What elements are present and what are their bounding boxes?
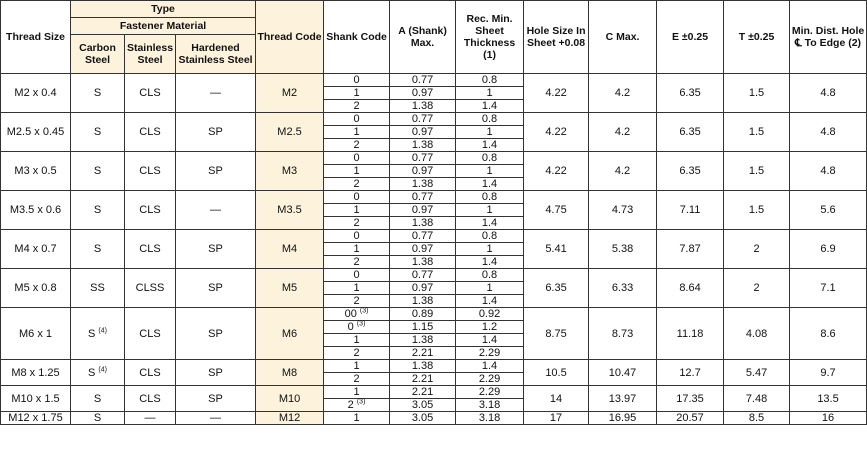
cell-min-dist: 16 [790,412,867,425]
cell-a-shank: 1.38 [390,100,456,113]
cell-shank-code [324,321,390,334]
shank-code-value: 0 [353,191,360,203]
cell-hardened-ss: SP [176,269,256,308]
cell-c-max: 16.95 [589,412,657,425]
cell-e: 20.57 [657,412,724,425]
cell-a-shank: 0.97 [390,243,456,256]
cell-e: 8.64 [657,269,724,308]
cell-thread-size: M3 x 0.5 [1,152,71,191]
cell-a-shank: 1.38 [390,139,456,152]
cell-a-shank: 0.77 [390,152,456,165]
cell-min-sheet: 1.4 [456,295,524,308]
cell-a-shank: 1.38 [390,360,456,373]
cell-hole-size: 5.41 [524,230,589,269]
carbon-steel-code: S [88,327,96,340]
cell-a-shank: 1.38 [390,217,456,230]
cell-t: 5.47 [724,360,790,386]
cell-shank-code [324,152,390,165]
cell-min-sheet: 1 [456,282,524,295]
cell-t: 4.08 [724,308,790,360]
cell-hardened-ss: — [176,412,256,425]
cell-min-sheet: 0.8 [456,152,524,165]
header-c-max: C Max. [589,1,657,74]
cell-shank-code [324,360,390,373]
cell-c-max: 4.2 [589,152,657,191]
cell-a-shank: 3.05 [390,412,456,425]
cell-e: 6.35 [657,113,724,152]
min-dist-label: Min. Dist. Hole [791,25,865,37]
cell-hole-size: 10.5 [524,360,589,386]
cell-thread-code: M12 [256,412,324,425]
cell-t: 2 [724,269,790,308]
cell-min-dist: 6.9 [790,230,867,269]
table-header [1,1,867,74]
cell-min-sheet: 1.2 [456,321,524,334]
cell-shank-code [324,334,390,347]
cell-a-shank: 0.97 [390,282,456,295]
cell-stainless-steel: CLS [125,74,176,113]
cell-min-sheet: 0.8 [456,230,524,243]
cell-hardened-ss: SP [176,308,256,360]
table-row [1,412,867,425]
cell-a-shank: 0.97 [390,165,456,178]
cell-hardened-ss: SP [176,230,256,269]
carbon-steel-code: S [93,204,102,216]
table-row [1,386,867,399]
cell-hole-size: 4.22 [524,113,589,152]
footnote-marker: (4) [98,365,107,373]
table-body [1,74,867,425]
cell-shank-code [324,100,390,113]
cell-t: 1.5 [724,74,790,113]
cell-shank-code [324,282,390,295]
cell-min-dist: 4.8 [790,113,867,152]
cell-stainless-steel: CLSS [125,269,176,308]
shank-code-value: 2 [353,347,360,359]
footnote-marker: (3) [359,307,369,315]
cell-a-shank: 0.77 [390,113,456,126]
cell-stainless-steel: CLS [125,152,176,191]
header-thread-size: Thread Size [1,1,71,74]
cell-t: 7.48 [724,386,790,412]
cell-hole-size: 6.35 [524,269,589,308]
cell-hole-size: 4.22 [524,152,589,191]
cell-min-sheet: 1 [456,126,524,139]
cell-e: 6.35 [657,74,724,113]
cell-e: 12.7 [657,360,724,386]
cell-shank-code [324,269,390,282]
cell-min-sheet: 0.8 [456,191,524,204]
cell-min-sheet: 3.18 [456,399,524,412]
shank-code-value: 1 [353,412,360,424]
header-hole-size: Hole Size In Sheet +0.08 [524,1,589,74]
cell-shank-code [324,256,390,269]
cell-a-shank: 0.77 [390,191,456,204]
table-row [1,74,867,87]
cell-a-shank: 0.77 [390,230,456,243]
cell-hole-size: 8.75 [524,308,589,360]
carbon-steel-code: S [93,412,102,424]
shank-code-value: 1 [353,360,360,372]
cell-a-shank: 1.38 [390,334,456,347]
cell-shank-code [324,217,390,230]
cell-e: 7.11 [657,191,724,230]
cell-shank-code [324,204,390,217]
table-row [1,269,867,282]
cell-a-shank: 1.38 [390,295,456,308]
cell-min-sheet: 1 [456,243,524,256]
shank-code-value: 1 [353,126,360,138]
cell-hardened-ss: SP [176,360,256,386]
cell-min-dist: 8.6 [790,308,867,360]
cell-min-sheet: 0.8 [456,113,524,126]
cell-thread-size: M4 x 0.7 [1,230,71,269]
cell-a-shank: 2.21 [390,347,456,360]
cell-e: 7.87 [657,230,724,269]
shank-code-value: 1 [353,243,360,255]
cell-shank-code [324,113,390,126]
header-min-dist [790,1,867,74]
cell-min-dist: 13.5 [790,386,867,412]
cell-thread-code: M3.5 [256,191,324,230]
cell-shank-code [324,87,390,100]
shank-code-value: 1 [353,386,360,398]
shank-code-value: 0 [353,269,360,281]
cell-a-shank: 0.77 [390,269,456,282]
shank-code-value: 2 [347,399,354,411]
cell-thread-size: M2.5 x 0.45 [1,113,71,152]
cell-thread-code: M4 [256,230,324,269]
footnote-marker: (4) [98,326,107,334]
cell-c-max: 13.97 [589,386,657,412]
cell-hole-size: 4.22 [524,74,589,113]
header-stainless-steel: Stainless Steel [125,35,176,74]
cell-stainless-steel: CLS [125,308,176,360]
cell-min-sheet: 1.4 [456,139,524,152]
cell-a-shank: 1.38 [390,178,456,191]
cell-hardened-ss: — [176,191,256,230]
cell-a-shank: 1.15 [390,321,456,334]
shank-code-value: 2 [353,100,360,112]
cell-thread-code: M3 [256,152,324,191]
cell-min-sheet: 1.4 [456,360,524,373]
cell-min-dist: 9.7 [790,360,867,386]
cell-min-sheet: 2.29 [456,386,524,399]
shank-code-value: 2 [353,139,360,151]
cell-thread-size: M2 x 0.4 [1,74,71,113]
cell-carbon-steel [71,386,125,412]
cell-stainless-steel: CLS [125,230,176,269]
table-row [1,191,867,204]
shank-code-value: 2 [353,178,360,190]
cell-carbon-steel [71,269,125,308]
table-row [1,113,867,126]
cell-c-max: 5.38 [589,230,657,269]
cell-carbon-steel [71,74,125,113]
cell-min-dist: 5.6 [790,191,867,230]
cell-hole-size: 14 [524,386,589,412]
cell-min-dist: 7.1 [790,269,867,308]
cell-shank-code [324,412,390,425]
cell-stainless-steel: CLS [125,386,176,412]
cell-thread-code: M10 [256,386,324,412]
cell-thread-size: M8 x 1.25 [1,360,71,386]
shank-code-value: 1 [353,334,360,346]
cell-a-shank: 0.97 [390,126,456,139]
table-row [1,230,867,243]
cell-carbon-steel [71,152,125,191]
carbon-steel-code: S [93,165,102,177]
cell-a-shank: 0.97 [390,87,456,100]
shank-code-value: 1 [353,87,360,99]
cell-c-max: 4.73 [589,191,657,230]
cell-hardened-ss: SP [176,386,256,412]
cell-shank-code [324,243,390,256]
cell-min-sheet: 2.29 [456,373,524,386]
shank-code-value: 2 [353,295,360,307]
cell-stainless-steel: CLS [125,113,176,152]
cell-a-shank: 2.21 [390,373,456,386]
cell-min-sheet: 1 [456,204,524,217]
cell-min-dist: 4.8 [790,74,867,113]
cell-thread-size: M6 x 1 [1,308,71,360]
cell-shank-code [324,178,390,191]
shank-code-value: 0 [353,113,360,125]
shank-code-value: 1 [353,165,360,177]
min-dist-edge-label: To Edge (2) [804,37,862,49]
cell-carbon-steel [71,191,125,230]
header-thread-code: Thread Code [256,1,324,74]
shank-code-value: 00 [344,308,357,320]
cell-t: 8.5 [724,412,790,425]
table-row [1,360,867,373]
carbon-steel-code: S [93,87,102,99]
cell-hole-size: 4.75 [524,191,589,230]
cell-c-max: 4.2 [589,113,657,152]
cell-shank-code [324,386,390,399]
shank-code-value: 0 [353,152,360,164]
cell-shank-code [324,126,390,139]
cell-a-shank: 0.97 [390,204,456,217]
cell-hardened-ss: — [176,74,256,113]
cell-min-sheet: 1.4 [456,334,524,347]
carbon-steel-code: S [88,366,96,379]
cell-carbon-steel [71,308,125,360]
cell-min-sheet: 0.92 [456,308,524,321]
cell-stainless-steel: CLS [125,191,176,230]
shank-code-value: 1 [353,204,360,216]
cell-a-shank: 2.21 [390,386,456,399]
cell-hardened-ss: SP [176,152,256,191]
cell-thread-code: M6 [256,308,324,360]
cell-min-sheet: 1.4 [456,217,524,230]
cell-thread-size: M3.5 x 0.6 [1,191,71,230]
cell-hole-size: 17 [524,412,589,425]
cell-shank-code [324,399,390,412]
carbon-steel-code: SS [90,282,105,294]
shank-code-value: 2 [353,217,360,229]
cell-carbon-steel [71,113,125,152]
cell-e: 6.35 [657,152,724,191]
cell-a-shank: 0.89 [390,308,456,321]
header-a-shank: A (Shank) Max. [390,1,456,74]
cell-c-max: 8.73 [589,308,657,360]
cell-min-sheet: 3.18 [456,412,524,425]
cell-a-shank: 1.38 [390,256,456,269]
cell-shank-code [324,295,390,308]
cell-shank-code [324,74,390,87]
header-e: E ±0.25 [657,1,724,74]
cell-min-sheet: 1 [456,87,524,100]
cell-t: 2 [724,230,790,269]
cell-carbon-steel [71,412,125,425]
cell-thread-size: M12 x 1.75 [1,412,71,425]
cell-carbon-steel [71,360,125,386]
header-hardened-ss: Hardened Stainless Steel [176,35,256,74]
cell-t: 1.5 [724,152,790,191]
carbon-steel-code: S [93,392,102,405]
cell-hardened-ss: SP [176,113,256,152]
cell-thread-size: M5 x 0.8 [1,269,71,308]
cell-min-sheet: 1.4 [456,256,524,269]
cell-a-shank: 3.05 [390,399,456,412]
cell-e: 11.18 [657,308,724,360]
shank-code-value: 0 [353,74,360,86]
cell-min-dist: 4.8 [790,152,867,191]
cell-t: 1.5 [724,113,790,152]
cell-shank-code [324,191,390,204]
cell-min-sheet: 1 [456,165,524,178]
header-carbon-steel: Carbon Steel [71,35,125,74]
cell-e: 17.35 [657,386,724,412]
cell-thread-size: M10 x 1.5 [1,386,71,412]
cell-shank-code [324,347,390,360]
cell-thread-code: M2.5 [256,113,324,152]
cell-c-max: 4.2 [589,74,657,113]
cell-min-sheet: 2.29 [456,347,524,360]
cell-shank-code [324,165,390,178]
header-t: T ±0.25 [724,1,790,74]
cell-thread-code: M8 [256,360,324,386]
cell-min-sheet: 1.4 [456,100,524,113]
shank-code-value: 2 [353,256,360,268]
carbon-steel-code: S [93,126,102,138]
header-fastener-material: Fastener Material [71,18,256,35]
cell-a-shank: 0.77 [390,74,456,87]
cell-thread-code: M5 [256,269,324,308]
shank-code-value: 0 [347,321,354,333]
cell-thread-code: M2 [256,74,324,113]
cell-t: 1.5 [724,191,790,230]
table-row [1,152,867,165]
header-rec-min-sheet: Rec. Min. Sheet Thickness (1) [456,1,524,74]
cell-c-max: 6.33 [589,269,657,308]
shank-code-value: 1 [353,282,360,294]
shank-code-value: 0 [353,230,360,242]
carbon-steel-code: S [93,243,102,255]
cell-c-max: 10.47 [589,360,657,386]
cell-shank-code [324,139,390,152]
cell-min-sheet: 0.8 [456,74,524,87]
header-type: Type [71,1,256,18]
cell-min-sheet: 0.8 [456,269,524,282]
cell-shank-code [324,373,390,386]
footnote-marker: (3) [356,320,366,328]
cell-min-sheet: 1.4 [456,178,524,191]
table-row [1,308,867,321]
cell-carbon-steel [71,230,125,269]
cell-shank-code [324,308,390,321]
cell-stainless-steel: — [125,412,176,425]
cell-stainless-steel: CLS [125,360,176,386]
cell-shank-code [324,230,390,243]
centerline-symbol: ℄ [795,37,802,49]
shank-code-value: 2 [353,373,360,385]
header-shank-code: Shank Code [324,1,390,74]
footnote-marker: (3) [356,398,366,406]
